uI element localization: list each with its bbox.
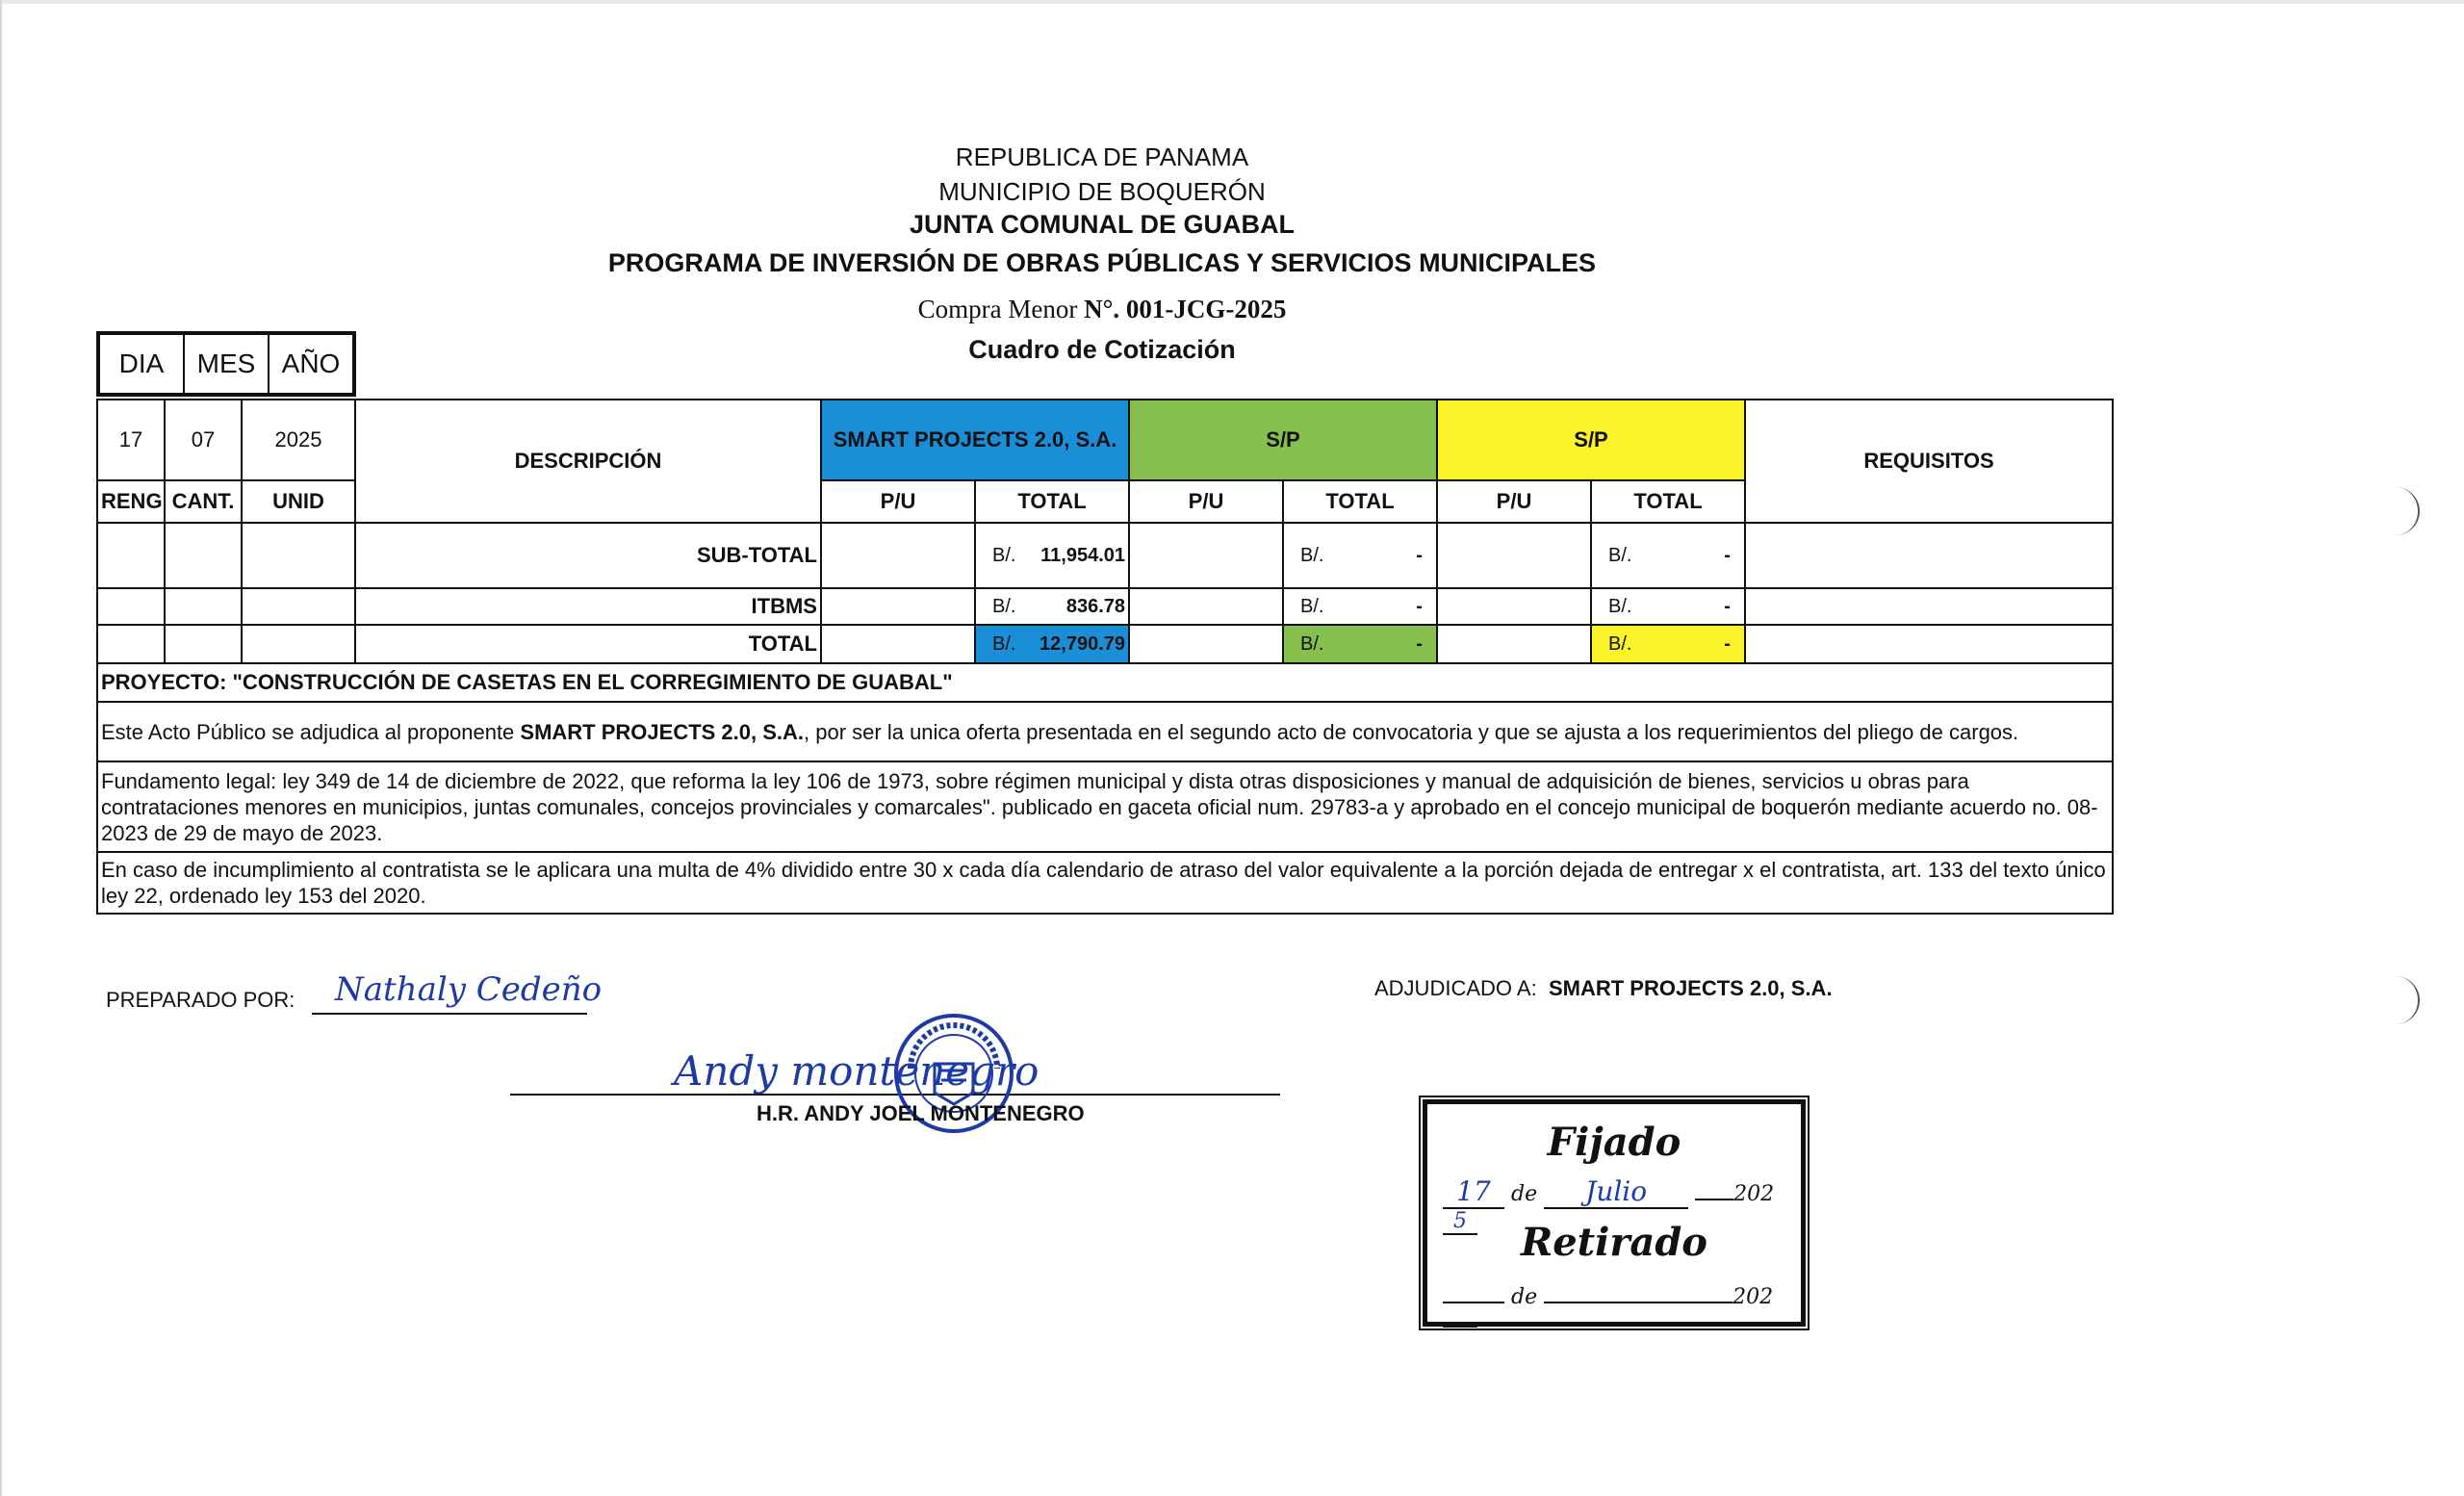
col-cant: CANT.: [165, 480, 242, 523]
fundamento-text: Fundamento legal: ley 349 de 14 de diciembre de 2022, que reforma la ley 106 de 1973, sobre régimen municipal y dista otras disposiciones y manual de adquisición de bienes, servicios u obras para contrataciones menores en municipios, juntas comunales, concejos provinciales y comarcales". publicado en gaceta oficial num. 29783-a y aprobado en el concejo municipal de boquerón mediante acuerdo no. 08-2023 de 29 de mayo de 2023.: [97, 761, 2113, 852]
col-descripcion: DESCRIPCIÓN: [355, 400, 821, 523]
subtotal-label: SUB-TOTAL: [355, 523, 821, 588]
scan-edge-top: [0, 0, 2464, 4]
multa-row: [97, 852, 2113, 914]
adjudica-row: [97, 702, 2113, 761]
cuadro-title: Cuadro de Cotización: [968, 335, 1236, 364]
adjudicado-label: ADJUDICADO A:: [1374, 976, 1537, 1000]
compra-number: N°. 001-JCG-2025: [1084, 295, 1287, 323]
stamp-fijado-date: 17 de Julio 2025: [1443, 1175, 1801, 1235]
proyecto-row: [97, 663, 2113, 702]
fijado-retirado-stamp: [1423, 1099, 1806, 1327]
header-line-programa: PROGRAMA DE INVERSIÓN DE OBRAS PÚBLICAS Y SERVICIOS MUNICIPALES: [607, 248, 1597, 277]
vendor3-total-header: TOTAL: [1591, 480, 1745, 523]
stamp-retirado: Retirado: [1520, 1220, 1707, 1265]
date-label-dia: DIA: [100, 335, 185, 393]
proyecto-text: PROYECTO: "CONSTRUCCIÓN DE CASETAS EN EL CORREGIMIENTO DE GUABAL": [97, 663, 2113, 702]
vendor3-total: B/. -: [1591, 625, 1745, 663]
stamp-retirado-date: de 202: [1443, 1285, 1801, 1333]
vendor3-itbms: B/. -: [1591, 588, 1745, 625]
compra-prefix: Compra Menor: [917, 295, 1078, 323]
preparado-label: PREPARADO POR:: [106, 988, 295, 1012]
total-row: [97, 625, 2113, 663]
header-line-municipio: MUNICIPIO DE BOQUERÓN: [938, 177, 1266, 206]
scan-binder-mark-2: [2393, 976, 2420, 1024]
date-label-mes: MES: [185, 335, 270, 393]
preparado-signature: Nathaly Cedeño: [335, 970, 603, 1009]
col-reng: RENG: [97, 480, 165, 523]
vendor2-subtotal: B/. -: [1283, 523, 1437, 588]
vendor3-pu-header: P/U: [1437, 480, 1591, 523]
header-line-junta: JUNTA COMUNAL DE GUABAL: [910, 210, 1295, 239]
quotation-table: [96, 399, 2114, 915]
header-line-republica: REPUBLICA DE PANAMA: [955, 142, 1249, 171]
fundamento-row: [97, 761, 2113, 852]
vendor2-total: B/. -: [1283, 625, 1437, 663]
col-requisitos: REQUISITOS: [1745, 400, 2113, 523]
date-value-mes: 07: [165, 400, 242, 480]
vendor1-subtotal: B/. 11,954.01: [975, 523, 1129, 588]
itbms-row: [97, 588, 2113, 625]
vendor2-total-header: TOTAL: [1283, 480, 1437, 523]
vendor1-pu-header: P/U: [821, 480, 975, 523]
date-header-box: [96, 331, 356, 397]
signer-signature: Andy montenegro: [674, 1047, 1040, 1095]
date-value-dia: 17: [97, 400, 165, 480]
multa-text: En caso de incumplimiento al contratista se le aplicara una multa de 4% dividido entre 30 x cada día calendario de atraso del valor equivalente a la porción dejada de entregar x el contratista, art. 133 del texto único ley 22, ordenado ley 153 del 2020.: [97, 852, 2113, 914]
adjudicado-value: SMART PROJECTS 2.0, S.A.: [1548, 976, 1833, 1000]
total-label: TOTAL: [355, 625, 821, 663]
stamp-fijado: Fijado: [1547, 1120, 1681, 1165]
compra-menor-title: [0, 295, 2204, 324]
subtotal-row: [97, 523, 2113, 588]
date-label-ano: AÑO: [281, 348, 341, 378]
scan-binder-mark-1: [2393, 487, 2420, 535]
vendor1-total: B/. 12,790.79: [975, 625, 1129, 663]
vendor2-header: S/P: [1129, 400, 1437, 480]
adjudica-text: Este Acto Público se adjudica al proponente SMART PROJECTS 2.0, S.A., por ser la unica oferta presentada en el segundo acto de convocatoria y que se ajusta a los requerimientos del pliego de cargos.: [97, 702, 2113, 761]
vendor1-total-header: TOTAL: [975, 480, 1129, 523]
date-value-ano: 2025: [242, 400, 355, 480]
vendor2-pu-header: P/U: [1129, 480, 1283, 523]
vendor1-header: SMART PROJECTS 2.0, S.A.: [821, 400, 1129, 480]
vendor1-itbms: B/. 836.78: [975, 588, 1129, 625]
adjudicado-block: [1374, 976, 1833, 1001]
vendor3-header: S/P: [1437, 400, 1745, 480]
itbms-label: ITBMS: [355, 588, 821, 625]
preparado-line: [312, 1013, 587, 1015]
signer-name: H.R. ANDY JOEL MONTENEGRO: [757, 1101, 1085, 1125]
col-unid: UNID: [242, 480, 355, 523]
vendor3-subtotal: B/. -: [1591, 523, 1745, 588]
vendor2-itbms: B/. -: [1283, 588, 1437, 625]
table-header-row-1: [97, 400, 2113, 480]
